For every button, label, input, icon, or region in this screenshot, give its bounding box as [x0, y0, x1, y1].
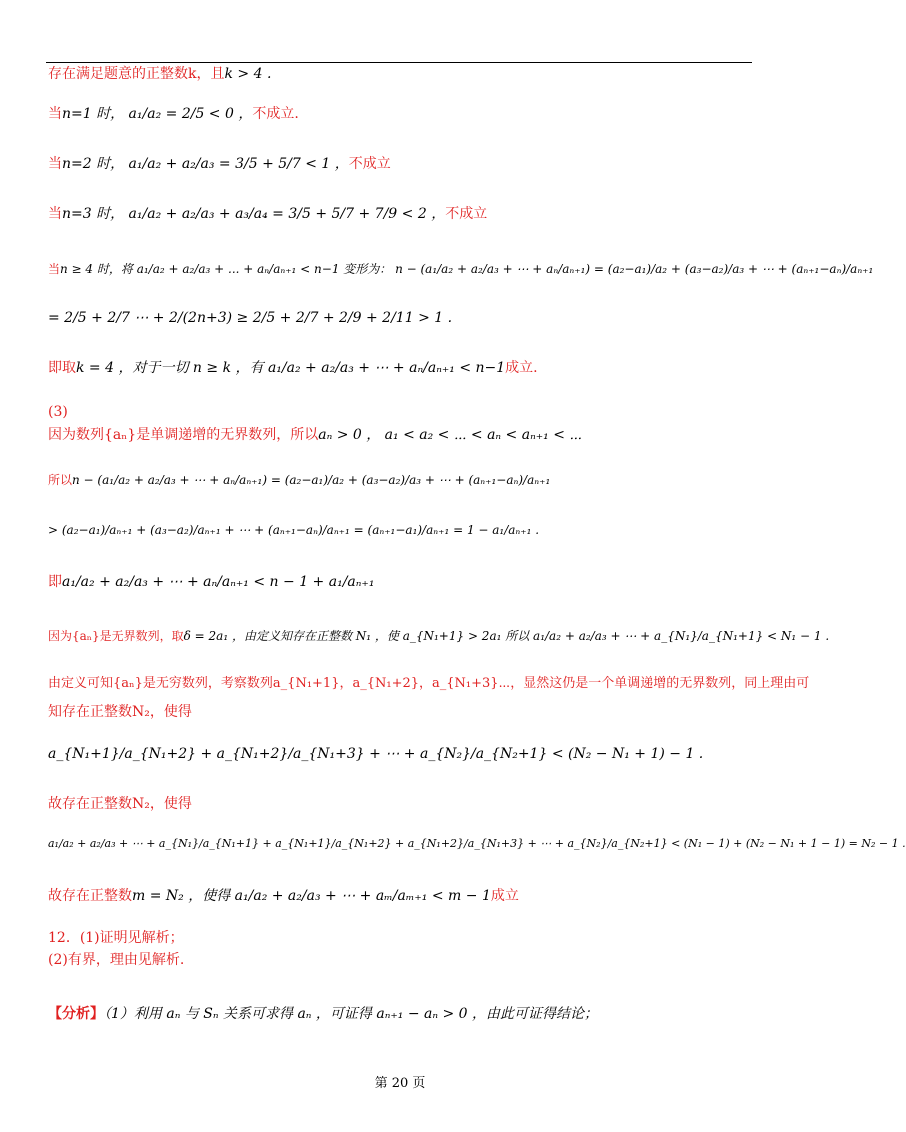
text-line-7: 即取k = 4 ，对于一切 n ≥ k ，有 a₁/a₂ + a₂/a₃ + ⋯ + aₙ/aₙ₊₁ < n−1成立. [48, 360, 538, 376]
text-line-13: 因为{aₙ}是无界数列，取δ = 2a₁ ，由定义知存在正整数 N₁ ，使 a_{N₁+1} > 2a₁ 所以 a₁/a₂ + a₂/a₃ + ⋯ + a_{N₁}/a_{N₁+1} < N₁ − 1 . [48, 629, 830, 643]
analysis-line: 【分析】（1）利用 aₙ 与 Sₙ 关系可求得 aₙ ，可证得 aₙ₊₁ − aₙ > 0 ，由此可证得结论； [48, 1006, 599, 1022]
header-rule [46, 62, 752, 63]
answer-12-part-2: (2)有界，理由见解析. [48, 952, 185, 968]
text-line-15: 知存在正整数N₂，使得 [48, 704, 192, 720]
text-line-10: 所以n − (a₁/a₂ + a₂/a₃ + ⋯ + aₙ/aₙ₊₁) = (a₂−a₁)/a₂ + (a₃−a₂)/a₃ + ⋯ + (aₙ₊₁−aₙ)/aₙ₊₁ [48, 473, 551, 487]
text-line-5: 当n ≥ 4 时，将 a₁/a₂ + a₂/a₃ + ... + aₙ/aₙ₊₁ < n−1 变形为： n − (a₁/a₂ + a₂/a₃ + ⋯ + aₙ/aₙ₊₁) = (a₂−a₁)/a₂ + (a₃−a₂)/a₃ + ⋯ + (aₙ₊₁−aₙ)/aₙ₊₁ [48, 262, 874, 276]
text-line-11: > (a₂−a₁)/aₙ₊₁ + (a₃−a₂)/aₙ₊₁ + ⋯ + (aₙ₊₁−aₙ)/aₙ₊₁ = (aₙ₊₁−a₁)/aₙ₊₁ = 1 − a₁/aₙ₊₁ . [48, 523, 540, 537]
text-line-18: a₁/a₂ + a₂/a₃ + ⋯ + a_{N₁}/a_{N₁+1} + a_{N₁+1}/a_{N₁+2} + a_{N₁+2}/a_{N₁+3} + ⋯ + a_{N₂}/a_{N₂+1} < (N₁ − 1) + (N₂ − N₁ + 1 − 1) = N₂ − 1 . [48, 837, 906, 850]
text-line-16: a_{N₁+1}/a_{N₁+2} + a_{N₁+2}/a_{N₁+3} + ⋯ + a_{N₂}/a_{N₂+1} < (N₂ − N₁ + 1) − 1 . [48, 746, 704, 762]
part-3-label: (3) [48, 404, 68, 420]
text-line-6: = 2/5 + 2/7 ⋯ + 2/(2n+3) ≥ 2/5 + 2/7 + 2/9 + 2/11 > 1 . [48, 310, 453, 326]
text-line-19: 故存在正整数m = N₂ ，使得 a₁/a₂ + a₂/a₃ + ⋯ + aₘ/aₘ₊₁ < m − 1成立 [48, 888, 519, 904]
text-line-17: 故存在正整数N₂，使得 [48, 796, 192, 812]
text-line-4: 当n=3 时， a₁/a₂ + a₂/a₃ + a₃/a₄ = 3/5 + 5/7 + 7/9 < 2 ，不成立 [48, 206, 488, 222]
text-line-3: 当n=2 时， a₁/a₂ + a₂/a₃ = 3/5 + 5/7 < 1 ，不成立 [48, 156, 391, 172]
page-number: 第 20 页 [374, 1076, 426, 1091]
answer-12-part-1: 12．(1)证明见解析； [48, 930, 184, 946]
text-line-14: 由定义可知{aₙ}是无穷数列，考察数列a_{N₁+1}，a_{N₁+2}，a_{N₁+3}⋯，显然这仍是一个单调递增的无界数列，同上理由可 [48, 676, 810, 691]
text-line-9: 因为数列{aₙ}是单调递增的无界数列，所以aₙ > 0 ， a₁ < a₂ < ⋯ < aₙ < aₙ₊₁ < ⋯ [48, 427, 582, 443]
analysis-header: 【分析】 [48, 1006, 104, 1022]
text-line-2: 当n=1 时， a₁/a₂ = 2/5 < 0 ，不成立. [48, 106, 299, 122]
text-line-1: 存在满足题意的正整数k，且k > 4 . [48, 66, 272, 82]
text-line-12: 即a₁/a₂ + a₂/a₃ + ⋯ + aₙ/aₙ₊₁ < n − 1 + a₁/aₙ₊₁ [48, 574, 375, 590]
